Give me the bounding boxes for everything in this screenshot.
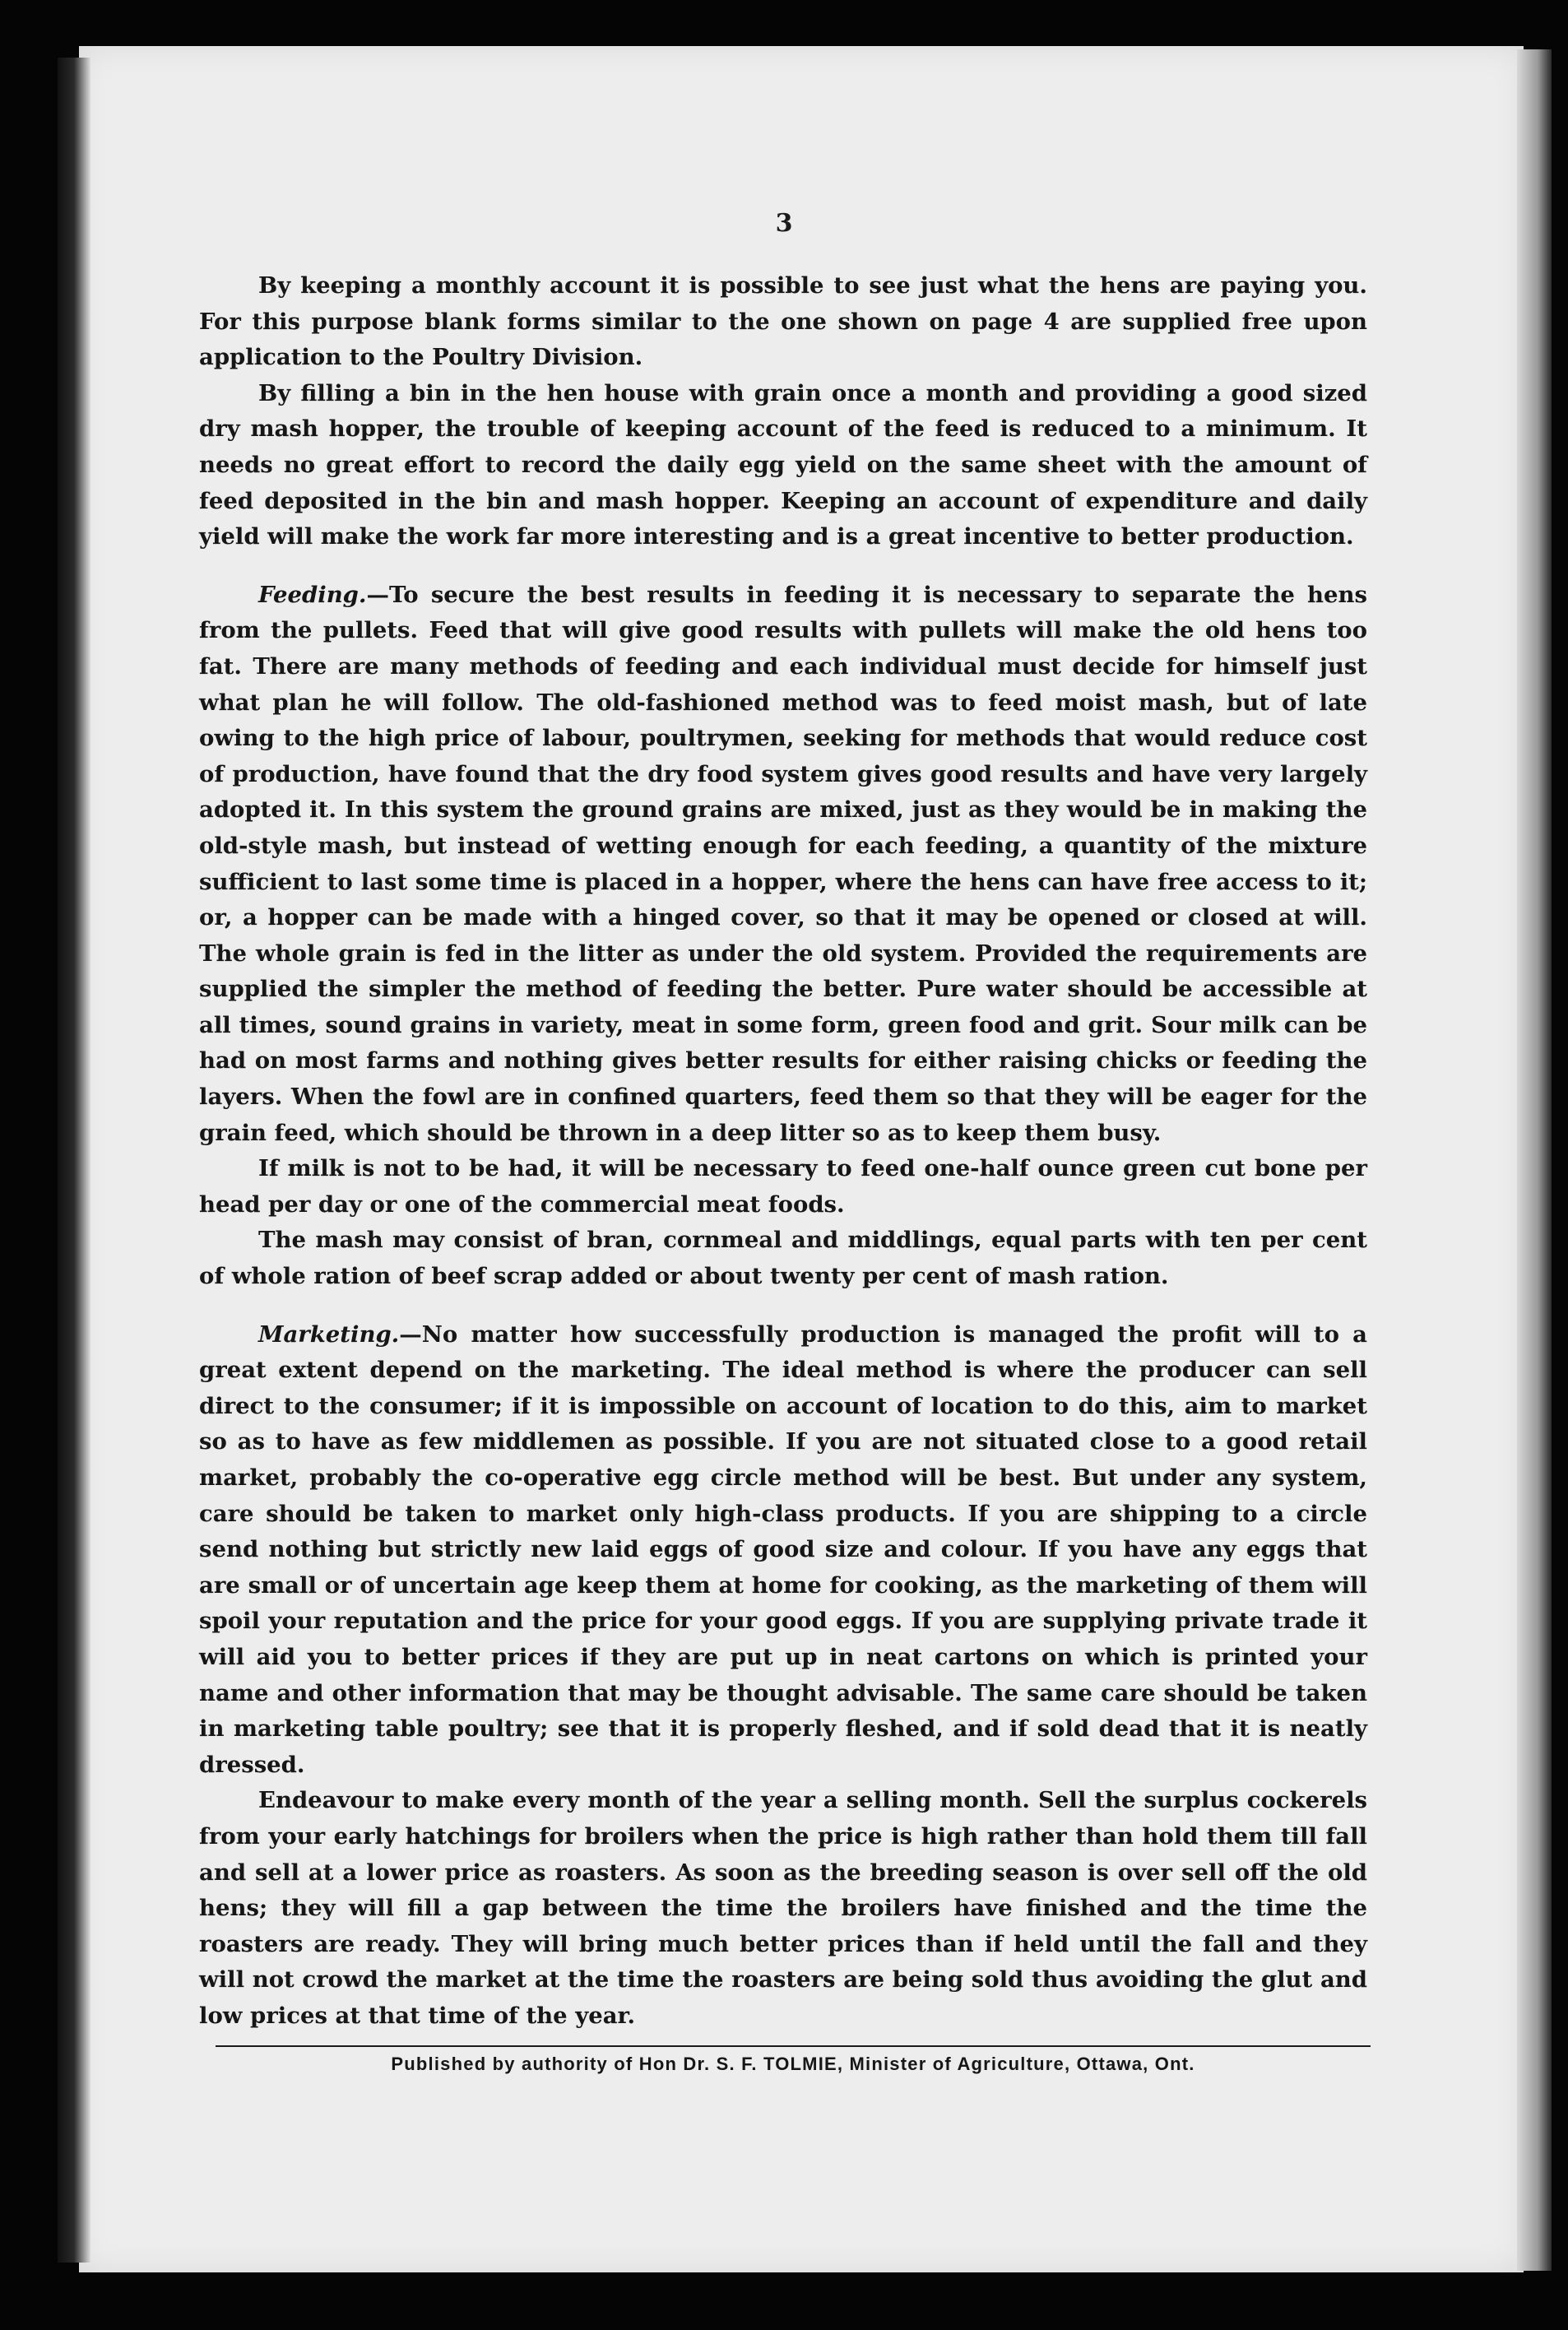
paragraph-selling-month: Endeavour to make every month of the year a selling month. Sell the surplus cockerels from your early hatchings for broilers when the price is high rather than hold them till fall and sell at a lower price as roasters. As soon as the breeding season is over sell off the old hens; they will fill a gap between the time the broilers have finished and the time the roasters are ready. They will bring much better prices than if held until the fall and they will not crowd the market at the time the roasters are being sold thus avoiding the glut and low prices at that time of the year.	[199, 1787, 1367, 2029]
paragraph-feed-bin: By filling a bin in the hen house with grain once a month and providing a good sized dry mash hopper, the trouble of keeping account of the feed is reduced to a minimum. It needs no great effort to record the daily egg yield on the same sheet with the amount of feed deposited in the bin and mash hopper. Keeping an account of expenditure and daily yield will make the work far more interesting and is a great incentive to better production.	[199, 379, 1367, 550]
marketing-heading: Marketing.	[258, 1320, 400, 1348]
paragraph-mash: The mash may consist of bran, cornmeal and middlings, equal parts with ten per cent of whole ration of beef scrap added or about twenty per cent of mash ration.	[199, 1227, 1367, 1290]
article-body	[199, 268, 1367, 2035]
paragraph-milk: If milk is not to be had, it will be necessary to feed one-half ounce green cut bone per head per day or one of the commercial meat foods.	[199, 1155, 1367, 1218]
feeding-heading: Feeding.	[258, 581, 367, 608]
binding-edge	[58, 58, 90, 2263]
feeding-text: —To secure the best results in feeding it is necessary to separate the hens from the pullets. Feed that will give good results with pullets will make the old hens too fat. There are many methods of feeding and each individual must decide for himself just what plan he will follow. The old-fashioned method was to feed moist mash, but of late owing to the high price of labour, poultrymen, seeking for methods that would reduce cost of production, have found that the dry food system gives good results and have very largely adopted it. In this system the ground grains are mixed, just as they would be in making the old-style mash, but instead of wetting enough for each feeding, a quantity of the mixture sufficient to last some time is placed in a hopper, where the hens can have free access to it; or, a hopper can be made with a hinged cover, so that it may be opened or closed at will. The whole grain is fed in the litter as under the old system. Provided the requirements are supplied the simpler the method of feeding the better. Pure water should be accessible at all times, sound grains in variety, meat in some form, green food and grit. Sour milk can be had on most farms and nothing gives better results for either raising chicks or feeding the layers. When the fowl are in confined quarters, feed them so that they will be eager for the grain feed, which should be thrown in a deep litter so as to keep them busy.	[199, 581, 1367, 1146]
publication-footer: Published by authority of Hon Dr. S. F. TOLMIE, Minister of Agriculture, Ottawa, Ont.	[391, 2054, 1195, 2074]
footer-rule	[216, 2045, 1371, 2047]
paragraph-feeding	[199, 578, 1367, 1152]
paragraph-monthly-account: By keeping a monthly account it is possible to see just what the hens are paying you. For this purpose blank forms similar to the one shown on page 4 are supplied free upon application to the Poultry Division.	[199, 272, 1367, 371]
paragraph-marketing	[199, 1317, 1367, 1784]
marketing-text: —No matter how successfully production is managed the profit will to a great extent depend on the marketing. The ideal method is where the producer can sell direct to the consumer; if it is impossible on account of location to do this, aim to market so as to have as few middlemen as possible. If you are not situated close to a good retail market, probably the co-operative egg circle method will be best. But under any system, care should be taken to market only high-class products. If you are shipping to a circle send nothing but strictly new laid eggs of good size and colour. If you have any eggs that are small or of uncertain age keep them at home for cooking, as the marketing of them will spoil your reputation and the price for your good eggs. If you are supplying private trade it will aid you to better prices if they are put up in neat cartons on which is printed your name and other information that may be thought advisable. The same care should be taken in marketing table poultry; see that it is properly fleshed, and if sold dead that it is neatly dressed.	[199, 1320, 1367, 1778]
page-number: 3	[775, 209, 793, 238]
page-right-edge	[1517, 49, 1552, 2271]
